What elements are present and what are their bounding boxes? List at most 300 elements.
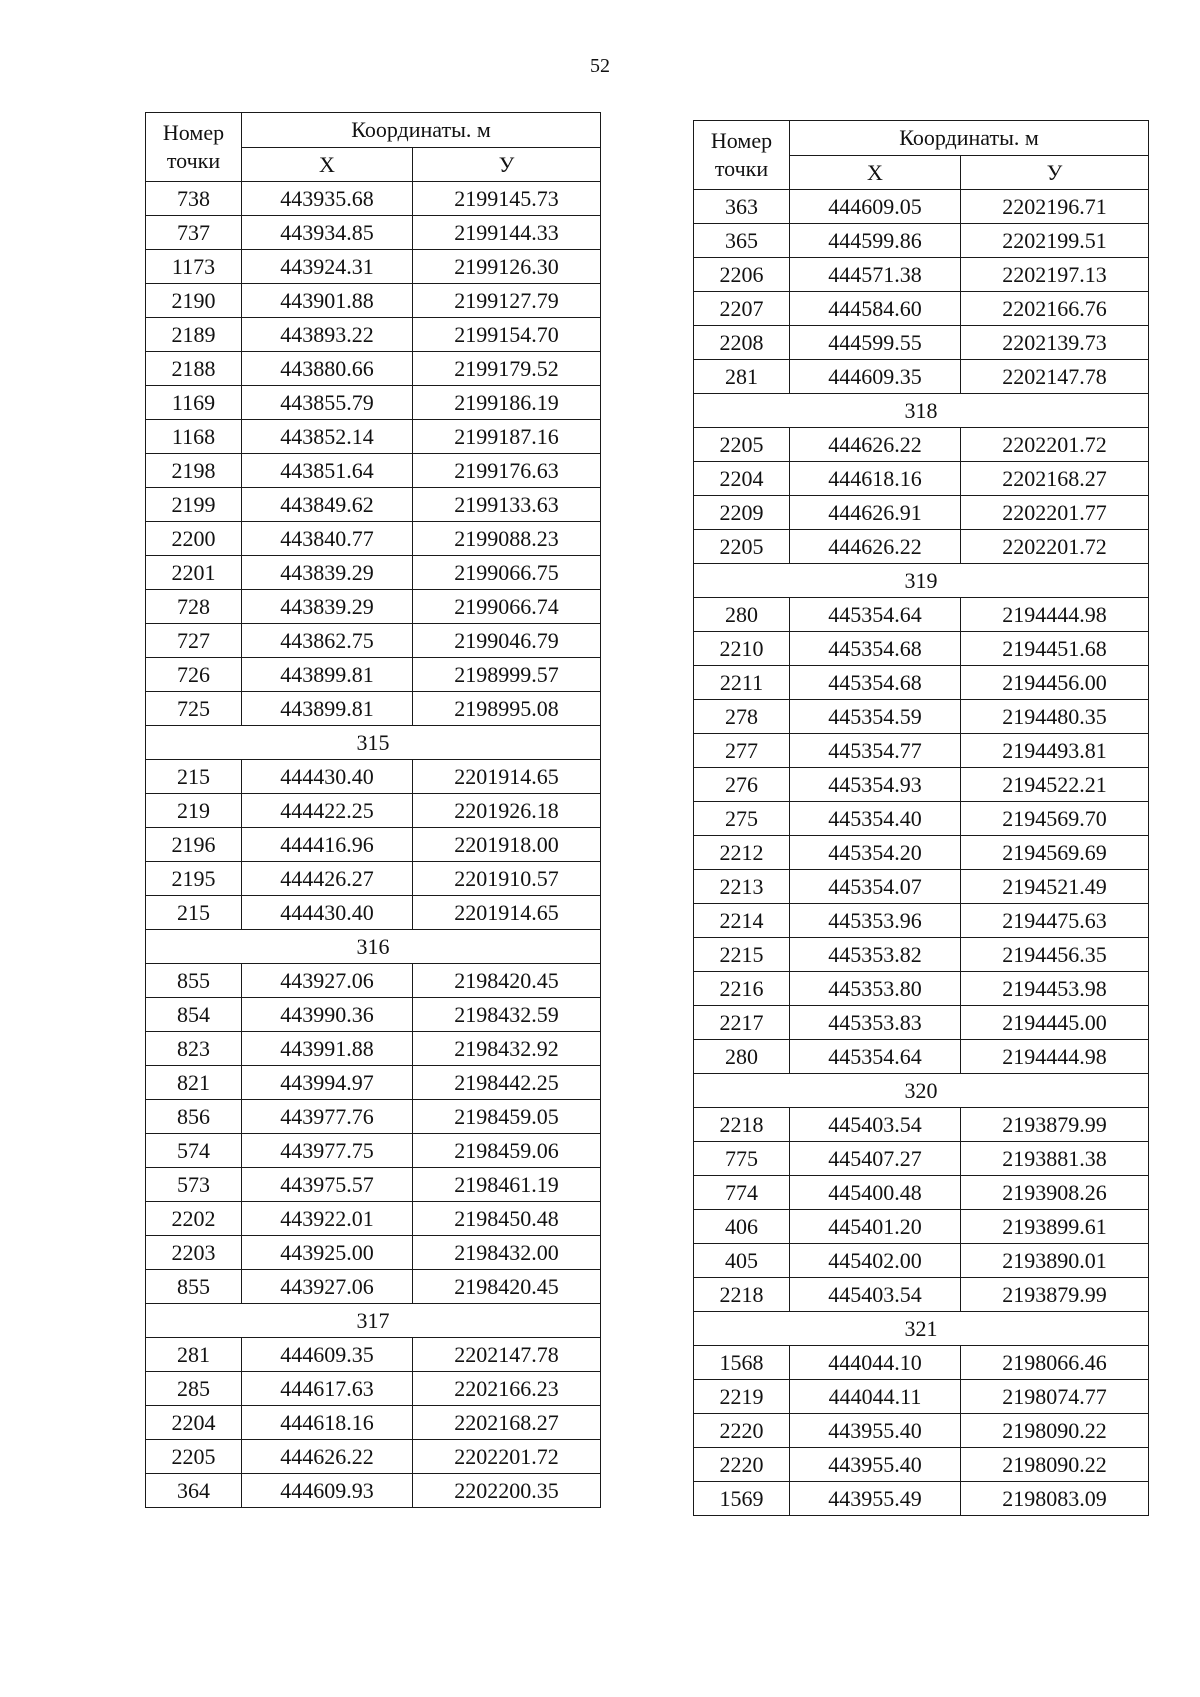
table-row — [694, 1040, 1149, 1074]
x-coordinate-cell: 443977.76 — [242, 1100, 413, 1134]
point-number-cell: 574 — [146, 1134, 242, 1168]
x-coordinate-cell: 444609.35 — [242, 1338, 413, 1372]
y-coordinate-cell: 2194451.68 — [961, 632, 1149, 666]
x-coordinate-cell: 443880.66 — [242, 352, 413, 386]
y-coordinate-cell: 2198461.19 — [413, 1168, 601, 1202]
table-row — [146, 250, 601, 284]
point-number-cell: 2218 — [694, 1108, 790, 1142]
table-row — [694, 700, 1149, 734]
y-coordinate-cell: 2198066.46 — [961, 1346, 1149, 1380]
x-coordinate-cell: 443990.36 — [242, 998, 413, 1032]
table-row — [146, 1066, 601, 1100]
table-row — [694, 428, 1149, 462]
point-number-cell: 2195 — [146, 862, 242, 896]
point-number-cell: 573 — [146, 1168, 242, 1202]
y-coordinate-cell: 2194444.98 — [961, 1040, 1149, 1074]
section-number: 320 — [694, 1074, 1149, 1108]
point-number-cell: 2199 — [146, 488, 242, 522]
point-number-cell: 1569 — [694, 1482, 790, 1516]
x-coordinate-cell: 444599.86 — [790, 224, 961, 258]
x-coordinate-cell: 444626.91 — [790, 496, 961, 530]
x-coordinate-cell: 445354.20 — [790, 836, 961, 870]
point-number-cell: 855 — [146, 964, 242, 998]
x-coordinate-cell: 444430.40 — [242, 896, 413, 930]
point-number-cell: 2205 — [694, 530, 790, 564]
point-number-cell: 2201 — [146, 556, 242, 590]
table-row — [694, 938, 1149, 972]
y-coordinate-cell: 2199046.79 — [413, 624, 601, 658]
y-coordinate-cell: 2202199.51 — [961, 224, 1149, 258]
table-row — [146, 760, 601, 794]
x-coordinate-cell: 445407.27 — [790, 1142, 961, 1176]
y-coordinate-cell: 2194493.81 — [961, 734, 1149, 768]
header-y: У — [961, 156, 1149, 190]
x-coordinate-cell: 444044.10 — [790, 1346, 961, 1380]
y-coordinate-cell: 2194522.21 — [961, 768, 1149, 802]
point-number-cell: 364 — [146, 1474, 242, 1508]
x-coordinate-cell: 443849.62 — [242, 488, 413, 522]
point-number-cell: 737 — [146, 216, 242, 250]
table-row — [146, 284, 601, 318]
y-coordinate-cell: 2198432.59 — [413, 998, 601, 1032]
point-number-cell: 280 — [694, 1040, 790, 1074]
page-number: 52 — [590, 55, 610, 77]
section-row — [146, 930, 601, 964]
x-coordinate-cell: 443922.01 — [242, 1202, 413, 1236]
table-row — [694, 734, 1149, 768]
point-number-cell: 2196 — [146, 828, 242, 862]
point-number-cell: 2204 — [146, 1406, 242, 1440]
table-row — [146, 998, 601, 1032]
table-row — [694, 326, 1149, 360]
table-row — [146, 658, 601, 692]
y-coordinate-cell: 2202201.77 — [961, 496, 1149, 530]
table-row — [694, 1482, 1149, 1516]
y-coordinate-cell: 2198459.06 — [413, 1134, 601, 1168]
table-row — [694, 292, 1149, 326]
table-row — [146, 1032, 601, 1066]
x-coordinate-cell: 445354.68 — [790, 666, 961, 700]
x-coordinate-cell: 443893.22 — [242, 318, 413, 352]
y-coordinate-cell: 2199145.73 — [413, 182, 601, 216]
y-coordinate-cell: 2198083.09 — [961, 1482, 1149, 1516]
table-row — [694, 1006, 1149, 1040]
table-row — [146, 1134, 601, 1168]
table-row — [146, 522, 601, 556]
x-coordinate-cell: 444584.60 — [790, 292, 961, 326]
table-row — [694, 972, 1149, 1006]
x-coordinate-cell: 443862.75 — [242, 624, 413, 658]
y-coordinate-cell: 2199186.19 — [413, 386, 601, 420]
section-number: 321 — [694, 1312, 1149, 1346]
header-point-number-line1: Номер — [162, 120, 225, 145]
point-number-cell: 2188 — [146, 352, 242, 386]
x-coordinate-cell: 444609.93 — [242, 1474, 413, 1508]
point-number-cell: 365 — [694, 224, 790, 258]
x-coordinate-cell: 444618.16 — [242, 1406, 413, 1440]
point-number-cell: 281 — [146, 1338, 242, 1372]
table-body-right — [694, 190, 1149, 1516]
point-number-cell: 2210 — [694, 632, 790, 666]
point-number-cell: 215 — [146, 760, 242, 794]
x-coordinate-cell: 445354.77 — [790, 734, 961, 768]
header-point-number — [146, 113, 242, 182]
x-coordinate-cell: 443927.06 — [242, 964, 413, 998]
y-coordinate-cell: 2193899.61 — [961, 1210, 1149, 1244]
x-coordinate-cell: 444422.25 — [242, 794, 413, 828]
x-coordinate-cell: 443925.00 — [242, 1236, 413, 1270]
point-number-cell: 2202 — [146, 1202, 242, 1236]
y-coordinate-cell: 2198450.48 — [413, 1202, 601, 1236]
table-row — [146, 1338, 601, 1372]
point-number-cell: 1169 — [146, 386, 242, 420]
y-coordinate-cell: 2198090.22 — [961, 1448, 1149, 1482]
y-coordinate-cell: 2194480.35 — [961, 700, 1149, 734]
point-number-cell: 728 — [146, 590, 242, 624]
x-coordinate-cell: 444626.22 — [790, 428, 961, 462]
y-coordinate-cell: 2194521.49 — [961, 870, 1149, 904]
x-coordinate-cell: 444609.05 — [790, 190, 961, 224]
y-coordinate-cell: 2202200.35 — [413, 1474, 601, 1508]
point-number-cell: 280 — [694, 598, 790, 632]
y-coordinate-cell: 2194444.98 — [961, 598, 1149, 632]
y-coordinate-cell: 2198432.00 — [413, 1236, 601, 1270]
table-row — [146, 1270, 601, 1304]
table-row — [694, 530, 1149, 564]
header-coordinates: Координаты. м — [790, 121, 1149, 156]
table-row — [694, 1142, 1149, 1176]
y-coordinate-cell: 2199187.16 — [413, 420, 601, 454]
point-number-cell: 278 — [694, 700, 790, 734]
table-row — [694, 1380, 1149, 1414]
point-number-cell: 405 — [694, 1244, 790, 1278]
x-coordinate-cell: 443851.64 — [242, 454, 413, 488]
table-row — [146, 590, 601, 624]
point-number-cell: 2217 — [694, 1006, 790, 1040]
point-number-cell: 2208 — [694, 326, 790, 360]
point-number-cell: 2212 — [694, 836, 790, 870]
y-coordinate-cell: 2202201.72 — [961, 530, 1149, 564]
table-row — [146, 488, 601, 522]
x-coordinate-cell: 445403.54 — [790, 1278, 961, 1312]
table-row — [146, 964, 601, 998]
point-number-cell: 215 — [146, 896, 242, 930]
point-number-cell: 2190 — [146, 284, 242, 318]
table-row — [694, 870, 1149, 904]
section-number: 317 — [146, 1304, 601, 1338]
table-row — [694, 632, 1149, 666]
y-coordinate-cell: 2199066.75 — [413, 556, 601, 590]
y-coordinate-cell: 2194569.70 — [961, 802, 1149, 836]
y-coordinate-cell: 2202147.78 — [961, 360, 1149, 394]
point-number-cell: 281 — [694, 360, 790, 394]
y-coordinate-cell: 2202201.72 — [413, 1440, 601, 1474]
y-coordinate-cell: 2194453.98 — [961, 972, 1149, 1006]
section-row — [146, 726, 601, 760]
coordinates-table-right — [693, 120, 1149, 1516]
x-coordinate-cell: 445354.68 — [790, 632, 961, 666]
y-coordinate-cell: 2199144.33 — [413, 216, 601, 250]
y-coordinate-cell: 2199066.74 — [413, 590, 601, 624]
point-number-cell: 2203 — [146, 1236, 242, 1270]
table-row — [694, 1346, 1149, 1380]
x-coordinate-cell: 443899.81 — [242, 658, 413, 692]
point-number-cell: 2200 — [146, 522, 242, 556]
y-coordinate-cell: 2202168.27 — [413, 1406, 601, 1440]
x-coordinate-cell: 445353.96 — [790, 904, 961, 938]
y-coordinate-cell: 2193881.38 — [961, 1142, 1149, 1176]
table-row — [694, 666, 1149, 700]
table-row — [146, 624, 601, 658]
point-number-cell: 725 — [146, 692, 242, 726]
x-coordinate-cell: 443840.77 — [242, 522, 413, 556]
table-row — [146, 216, 601, 250]
point-number-cell: 219 — [146, 794, 242, 828]
header-point-number-line2: точки — [714, 156, 769, 181]
point-number-cell: 1173 — [146, 250, 242, 284]
x-coordinate-cell: 443852.14 — [242, 420, 413, 454]
y-coordinate-cell: 2194569.69 — [961, 836, 1149, 870]
x-coordinate-cell: 443935.68 — [242, 182, 413, 216]
table-row — [146, 386, 601, 420]
y-coordinate-cell: 2202196.71 — [961, 190, 1149, 224]
table-row — [146, 862, 601, 896]
y-coordinate-cell: 2202139.73 — [961, 326, 1149, 360]
y-coordinate-cell: 2201918.00 — [413, 828, 601, 862]
x-coordinate-cell: 444426.27 — [242, 862, 413, 896]
table-row — [694, 496, 1149, 530]
header-x: Х — [790, 156, 961, 190]
point-number-cell: 363 — [694, 190, 790, 224]
y-coordinate-cell: 2198995.08 — [413, 692, 601, 726]
y-coordinate-cell: 2199154.70 — [413, 318, 601, 352]
y-coordinate-cell: 2202168.27 — [961, 462, 1149, 496]
y-coordinate-cell: 2199179.52 — [413, 352, 601, 386]
point-number-cell: 277 — [694, 734, 790, 768]
y-coordinate-cell: 2202201.72 — [961, 428, 1149, 462]
table-row — [694, 360, 1149, 394]
y-coordinate-cell: 2193908.26 — [961, 1176, 1149, 1210]
y-coordinate-cell: 2199176.63 — [413, 454, 601, 488]
x-coordinate-cell: 444618.16 — [790, 462, 961, 496]
point-number-cell: 2209 — [694, 496, 790, 530]
x-coordinate-cell: 443955.40 — [790, 1414, 961, 1448]
point-number-cell: 2215 — [694, 938, 790, 972]
table-row — [694, 258, 1149, 292]
x-coordinate-cell: 443839.29 — [242, 556, 413, 590]
x-coordinate-cell: 445353.82 — [790, 938, 961, 972]
x-coordinate-cell: 443901.88 — [242, 284, 413, 318]
table-row — [694, 1278, 1149, 1312]
coordinates-table-left — [145, 112, 601, 1508]
point-number-cell: 727 — [146, 624, 242, 658]
point-number-cell: 275 — [694, 802, 790, 836]
section-row — [146, 1304, 601, 1338]
section-number: 315 — [146, 726, 601, 760]
point-number-cell: 285 — [146, 1372, 242, 1406]
table-row — [694, 904, 1149, 938]
table-row — [146, 1168, 601, 1202]
y-coordinate-cell: 2193879.99 — [961, 1278, 1149, 1312]
point-number-cell: 2220 — [694, 1448, 790, 1482]
y-coordinate-cell: 2198420.45 — [413, 964, 601, 998]
table-row — [146, 1100, 601, 1134]
table-row — [694, 224, 1149, 258]
x-coordinate-cell: 445354.64 — [790, 1040, 961, 1074]
y-coordinate-cell: 2199126.30 — [413, 250, 601, 284]
point-number-cell: 726 — [146, 658, 242, 692]
point-number-cell: 738 — [146, 182, 242, 216]
y-coordinate-cell: 2198074.77 — [961, 1380, 1149, 1414]
point-number-cell: 856 — [146, 1100, 242, 1134]
x-coordinate-cell: 443977.75 — [242, 1134, 413, 1168]
x-coordinate-cell: 445402.00 — [790, 1244, 961, 1278]
table-row — [146, 794, 601, 828]
x-coordinate-cell: 444044.11 — [790, 1380, 961, 1414]
x-coordinate-cell: 445354.59 — [790, 700, 961, 734]
y-coordinate-cell: 2202147.78 — [413, 1338, 601, 1372]
point-number-cell: 2219 — [694, 1380, 790, 1414]
y-coordinate-cell: 2198432.92 — [413, 1032, 601, 1066]
y-coordinate-cell: 2198090.22 — [961, 1414, 1149, 1448]
y-coordinate-cell: 2193879.99 — [961, 1108, 1149, 1142]
x-coordinate-cell: 445353.80 — [790, 972, 961, 1006]
x-coordinate-cell: 444571.38 — [790, 258, 961, 292]
x-coordinate-cell: 444617.63 — [242, 1372, 413, 1406]
x-coordinate-cell: 443991.88 — [242, 1032, 413, 1066]
x-coordinate-cell: 443839.29 — [242, 590, 413, 624]
section-number: 316 — [146, 930, 601, 964]
table-row — [694, 1414, 1149, 1448]
x-coordinate-cell: 445403.54 — [790, 1108, 961, 1142]
y-coordinate-cell: 2193890.01 — [961, 1244, 1149, 1278]
table-row — [146, 352, 601, 386]
table-row — [146, 1202, 601, 1236]
y-coordinate-cell: 2202166.76 — [961, 292, 1149, 326]
x-coordinate-cell: 443934.85 — [242, 216, 413, 250]
section-row — [694, 564, 1149, 598]
x-coordinate-cell: 443855.79 — [242, 386, 413, 420]
point-number-cell: 775 — [694, 1142, 790, 1176]
table-row — [694, 1244, 1149, 1278]
point-number-cell: 2198 — [146, 454, 242, 488]
y-coordinate-cell: 2199133.63 — [413, 488, 601, 522]
point-number-cell: 855 — [146, 1270, 242, 1304]
x-coordinate-cell: 443994.97 — [242, 1066, 413, 1100]
x-coordinate-cell: 444416.96 — [242, 828, 413, 862]
table-row — [146, 556, 601, 590]
x-coordinate-cell: 445401.20 — [790, 1210, 961, 1244]
x-coordinate-cell: 445400.48 — [790, 1176, 961, 1210]
table-row — [146, 1236, 601, 1270]
point-number-cell: 1568 — [694, 1346, 790, 1380]
y-coordinate-cell: 2194445.00 — [961, 1006, 1149, 1040]
x-coordinate-cell: 444430.40 — [242, 760, 413, 794]
y-coordinate-cell: 2201914.65 — [413, 896, 601, 930]
y-coordinate-cell: 2202166.23 — [413, 1372, 601, 1406]
y-coordinate-cell: 2199088.23 — [413, 522, 601, 556]
table-row — [694, 802, 1149, 836]
x-coordinate-cell: 443955.49 — [790, 1482, 961, 1516]
point-number-cell: 2205 — [694, 428, 790, 462]
y-coordinate-cell: 2198459.05 — [413, 1100, 601, 1134]
header-y: У — [413, 148, 601, 182]
section-row — [694, 394, 1149, 428]
x-coordinate-cell: 443924.31 — [242, 250, 413, 284]
table-row — [694, 190, 1149, 224]
section-number: 319 — [694, 564, 1149, 598]
point-number-cell: 2216 — [694, 972, 790, 1006]
table-row — [146, 420, 601, 454]
x-coordinate-cell: 443975.57 — [242, 1168, 413, 1202]
point-number-cell: 2213 — [694, 870, 790, 904]
table-row — [694, 768, 1149, 802]
x-coordinate-cell: 445353.83 — [790, 1006, 961, 1040]
y-coordinate-cell: 2201926.18 — [413, 794, 601, 828]
y-coordinate-cell: 2194475.63 — [961, 904, 1149, 938]
point-number-cell: 2218 — [694, 1278, 790, 1312]
table-row — [146, 454, 601, 488]
table-row — [146, 828, 601, 862]
y-coordinate-cell: 2194456.00 — [961, 666, 1149, 700]
y-coordinate-cell: 2202197.13 — [961, 258, 1149, 292]
section-row — [694, 1312, 1149, 1346]
table-row — [146, 1474, 601, 1508]
header-coordinates: Координаты. м — [242, 113, 601, 148]
x-coordinate-cell: 444609.35 — [790, 360, 961, 394]
point-number-cell: 406 — [694, 1210, 790, 1244]
table-body-left — [146, 182, 601, 1508]
table-row — [694, 836, 1149, 870]
y-coordinate-cell: 2201914.65 — [413, 760, 601, 794]
x-coordinate-cell: 444599.55 — [790, 326, 961, 360]
point-number-cell: 823 — [146, 1032, 242, 1066]
point-number-cell: 2206 — [694, 258, 790, 292]
x-coordinate-cell: 443899.81 — [242, 692, 413, 726]
table-row — [146, 896, 601, 930]
table-row — [146, 1406, 601, 1440]
x-coordinate-cell: 444626.22 — [790, 530, 961, 564]
point-number-cell: 821 — [146, 1066, 242, 1100]
section-number: 318 — [694, 394, 1149, 428]
x-coordinate-cell: 445354.93 — [790, 768, 961, 802]
x-coordinate-cell: 443955.40 — [790, 1448, 961, 1482]
point-number-cell: 2204 — [694, 462, 790, 496]
point-number-cell: 2214 — [694, 904, 790, 938]
header-point-number — [694, 121, 790, 190]
header-point-number-line2: точки — [166, 148, 221, 173]
point-number-cell: 1168 — [146, 420, 242, 454]
point-number-cell: 854 — [146, 998, 242, 1032]
point-number-cell: 2220 — [694, 1414, 790, 1448]
point-number-cell: 2207 — [694, 292, 790, 326]
x-coordinate-cell: 445354.07 — [790, 870, 961, 904]
x-coordinate-cell: 444626.22 — [242, 1440, 413, 1474]
table-row — [146, 1372, 601, 1406]
y-coordinate-cell: 2194456.35 — [961, 938, 1149, 972]
x-coordinate-cell: 443927.06 — [242, 1270, 413, 1304]
y-coordinate-cell: 2198442.25 — [413, 1066, 601, 1100]
table-row — [694, 1176, 1149, 1210]
table-row — [694, 462, 1149, 496]
x-coordinate-cell: 445354.64 — [790, 598, 961, 632]
y-coordinate-cell: 2198999.57 — [413, 658, 601, 692]
point-number-cell: 276 — [694, 768, 790, 802]
point-number-cell: 2189 — [146, 318, 242, 352]
table-row — [694, 1108, 1149, 1142]
point-number-cell: 2205 — [146, 1440, 242, 1474]
table-row — [694, 598, 1149, 632]
